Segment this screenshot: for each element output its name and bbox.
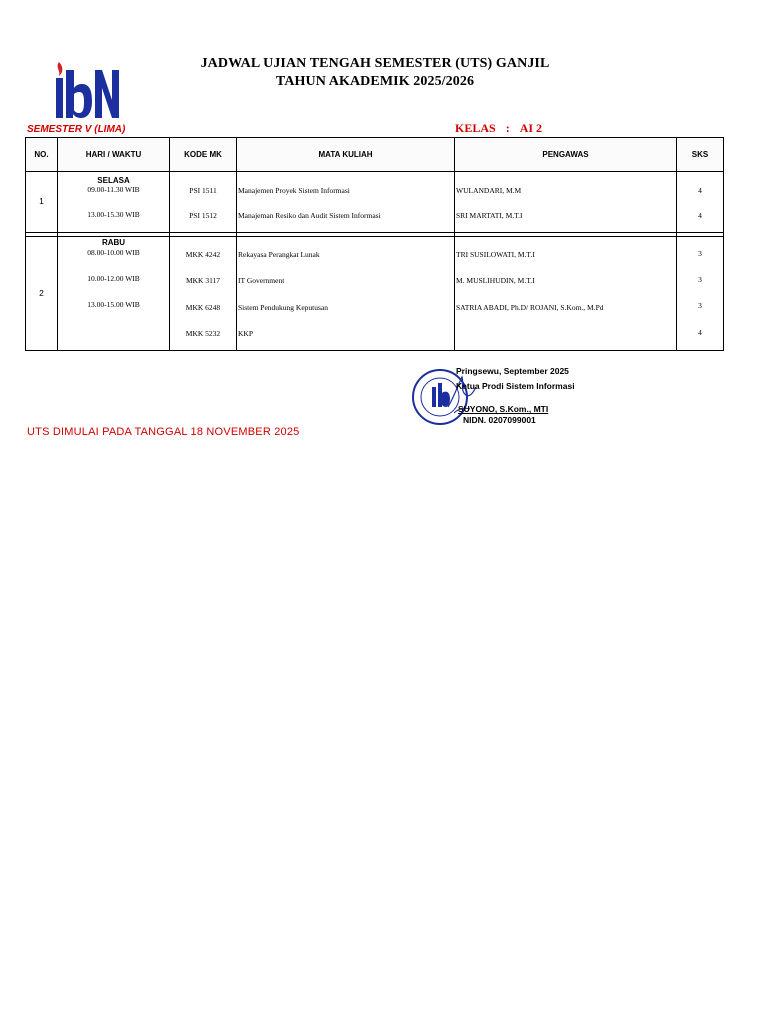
course-cell: Rekayasa Perangkat Lunak bbox=[238, 250, 320, 259]
signature-place-date: Pringsewu, September 2025 bbox=[456, 366, 569, 376]
semester-label: SEMESTER V (LIMA) bbox=[27, 124, 126, 135]
course-cell: Manajeman Resiko dan Audit Sistem Informasi bbox=[238, 211, 381, 220]
day-label: SELASA bbox=[97, 176, 130, 185]
code-cell: MKK 3117 bbox=[185, 276, 221, 285]
signature-name: SUYONO, S.Kom., MTI bbox=[458, 404, 549, 414]
sks-cell: 3 bbox=[698, 249, 702, 258]
title-line-2: TAHUN AKADEMIK 2025/2026 bbox=[275, 74, 475, 89]
table-header-row bbox=[26, 138, 724, 172]
institution-logo bbox=[49, 60, 123, 120]
course-cell: KKP bbox=[238, 329, 254, 338]
supervisor-cell: M. MUSLIHUDIN, M.T.I bbox=[456, 276, 535, 285]
col-header-no: NO. bbox=[26, 138, 58, 172]
sks-cell: 4 bbox=[698, 186, 702, 195]
sks-cell: 3 bbox=[698, 275, 702, 284]
time-cell: 09.00-11.30 WIB bbox=[87, 185, 140, 194]
col-header-sks: SKS bbox=[677, 138, 724, 172]
title-line-1: JADWAL UJIAN TENGAH SEMESTER (UTS) GANJIL bbox=[200, 56, 550, 71]
exam-start-note: UTS DIMULAI PADA TANGGAL 18 NOVEMBER 2025 bbox=[27, 426, 300, 438]
class-label-colon: : bbox=[505, 121, 510, 135]
code-cell: PSI 1512 bbox=[189, 211, 217, 220]
supervisor-cell: WULANDARI, M.M bbox=[456, 186, 522, 195]
course-cell: Manajemen Proyek Sistem Informasi bbox=[238, 186, 350, 195]
signature-position: Ketua Prodi Sistem Informasi bbox=[456, 381, 575, 391]
code-cell: MKK 6248 bbox=[185, 303, 221, 312]
class-label bbox=[455, 121, 542, 136]
table-row bbox=[26, 172, 724, 233]
course-cell: Sistem Pendukung Keputusan bbox=[238, 303, 328, 312]
sks-cell: 3 bbox=[698, 301, 702, 310]
row-number: 2 bbox=[39, 288, 44, 298]
sks-cell: 4 bbox=[698, 328, 702, 337]
time-cell: 13.00-15.00 WIB bbox=[87, 300, 140, 309]
time-cell: 10.00-12.00 WIB bbox=[87, 274, 140, 283]
time-cell: 08.00-10.00 WIB bbox=[87, 248, 140, 257]
code-cell: PSI 1511 bbox=[189, 186, 217, 195]
class-label-value: AI 2 bbox=[519, 121, 543, 135]
supervisor-cell: SATRIA ABADI, Ph.D/ ROJANI, S.Kom., M.Pd bbox=[456, 303, 604, 312]
supervisor-cell: SRI MARTATI, M.T.I bbox=[456, 211, 523, 220]
supervisor-cell: TRI SUSILOWATI, M.T.I bbox=[456, 250, 535, 259]
course-cell: IT Government bbox=[238, 276, 285, 285]
day-label: RABU bbox=[101, 238, 126, 247]
row-number: 1 bbox=[39, 196, 44, 206]
col-header-supervisor: PENGAWAS bbox=[455, 138, 677, 172]
signature-nidn: NIDN. 0207099001 bbox=[463, 415, 536, 425]
code-cell: MKK 4242 bbox=[185, 250, 221, 259]
time-cell: 13.00-15.30 WIB bbox=[87, 210, 140, 219]
table-row bbox=[26, 237, 724, 351]
col-header-course: MATA KULIAH bbox=[237, 138, 455, 172]
col-header-course-code: KODE MK bbox=[170, 138, 237, 172]
code-cell: MKK 5232 bbox=[185, 329, 221, 338]
col-header-day-time: HARI / WAKTU bbox=[58, 138, 170, 172]
schedule-table bbox=[25, 137, 724, 351]
class-label-key: KELAS bbox=[455, 121, 496, 135]
sks-cell: 4 bbox=[698, 211, 702, 220]
